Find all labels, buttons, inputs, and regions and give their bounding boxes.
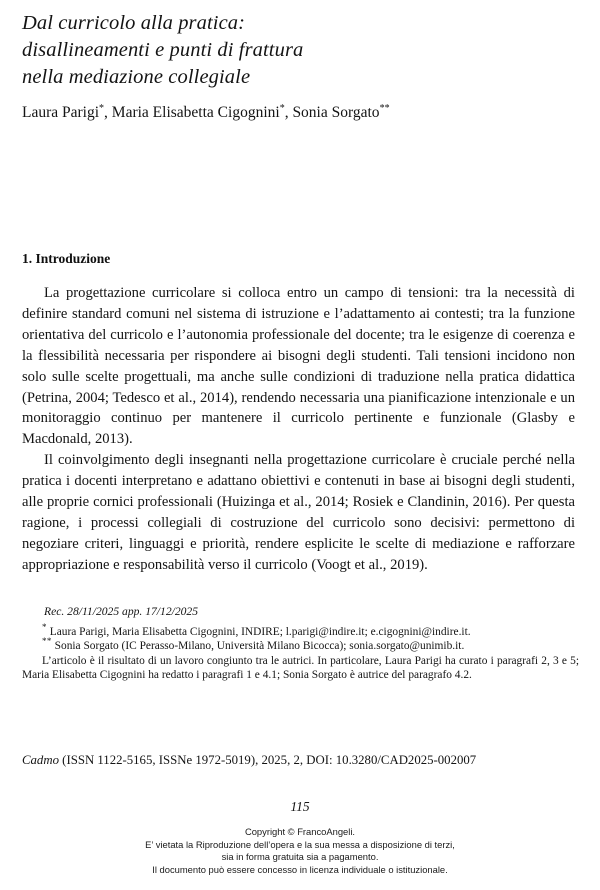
author-footnote-mark-2: * (279, 102, 285, 114)
footer-line-2: E’ vietata la Riproduzione dell’opera e la sua messa a disposizione di terzi, (145, 838, 455, 850)
author-name-2: Maria Elisabetta Cigognini (111, 104, 280, 121)
journal-citation-line (22, 752, 578, 768)
author-footnote-mark-3: ** (379, 102, 390, 114)
author-separator-2: , (284, 104, 293, 121)
footer-line-3: sia in forma gratuita sia a pagamento. (221, 851, 379, 863)
section-heading-introduzione: 1. Introduzione (22, 251, 111, 266)
title-line-3: nella mediazione collegiale (22, 66, 251, 88)
paragraph-2: Il coinvolgimento degli insegnanti nella progettazione curricolare è cruciale perché nella pratica i docenti interpretano e adattano obiettivi e contenuti in base ai bisogni degli studenti, alle proprie cornici professionali (Huizinga et al., 2014; Rosiek e Clandinin, 2016). Per questa ragione, i processi collegiali di costruzione del curricolo sono decisivi: permettono di negoziare criteri, linguaggi e priorità, rendere esplicite le scelte di mediazione e rafforzare appropriazione e responsabilità verso il curricolo (Voogt et al., 2019). (22, 452, 575, 573)
author-name-1: Laura Parigi (22, 104, 100, 121)
author-name-3: Sonia Sorgato (292, 104, 380, 121)
footer-line-1: Copyright © FrancoAngeli. (244, 826, 356, 837)
footnote-item (22, 622, 579, 639)
footnote-item (22, 636, 579, 653)
footnote-text: Sonia Sorgato (IC Perasso-Milano, Università Milano Bicocca); sonia.sorgato@unimib.it. (54, 640, 465, 653)
journal-name: Cadmo (22, 753, 59, 767)
received-accepted-line: Rec. 28/11/2025 app. 17/12/2025 (44, 605, 199, 618)
footnote-text: Laura Parigi, Maria Elisabetta Cigognini, INDIRE; l.parigi@indire.it; e.cigognini@indire.it. (49, 626, 471, 638)
footnote-mark: * (42, 622, 47, 633)
copyright-footer (0, 826, 600, 877)
author-list (22, 91, 578, 123)
paragraph-1: La progettazione curricolare si colloca entro un campo di tensioni: tra la necessità di definire standard comuni nel sistema di istruzione e l’adattamento ai contesti; tra la funzione orientativa del curricolo e l’autonomia professionale del docente; tra le esigenze di coerenza e la flessibilità necessaria per rispondere ai bisogni degli studenti. Tali tensioni incidono non solo sulle scelte progettuali, ma anche sulle condizioni di traduzione nella pratica didattica (Petrina, 2004; Tedesco et al., 2014), rendendo necessaria una pianificazione intenzionale e un monitoraggio continuo per mantenere il curricolo pertinente e funzionale (Glasby e Macdonald, 2013). (22, 285, 575, 448)
footnote-area (22, 604, 579, 682)
title-line-1: Dal curricolo alla pratica: (22, 12, 246, 34)
page-title (22, 10, 578, 91)
author-footnote-mark-1: * (99, 102, 105, 114)
footnote-mark: ** (42, 636, 52, 647)
author-contribution-note: L’articolo è il risultato di un lavoro congiunto tra le autrici. In particolare, Laura Parigi ha curato i paragrafi 2, 3 e 5; Maria Elisabetta Cigognini ha redatto i paragrafi 1 e 4.1; Sonia Sorgato è autrice del paragrafo 4.2. (22, 654, 579, 681)
title-block (22, 10, 578, 123)
body-text (22, 283, 575, 576)
page-number: 115 (290, 799, 310, 814)
footer-line-4: Il documento può essere concesso in licenza individuale o istituzionale. (152, 864, 448, 876)
journal-details: (ISSN 1122-5165, ISSNe 1972-5019), 2025, 2, DOI: 10.3280/CAD2025-002007 (58, 753, 477, 767)
title-line-2: disallineamenti e punti di frattura (22, 39, 304, 61)
author-separator-1: , (104, 104, 112, 121)
